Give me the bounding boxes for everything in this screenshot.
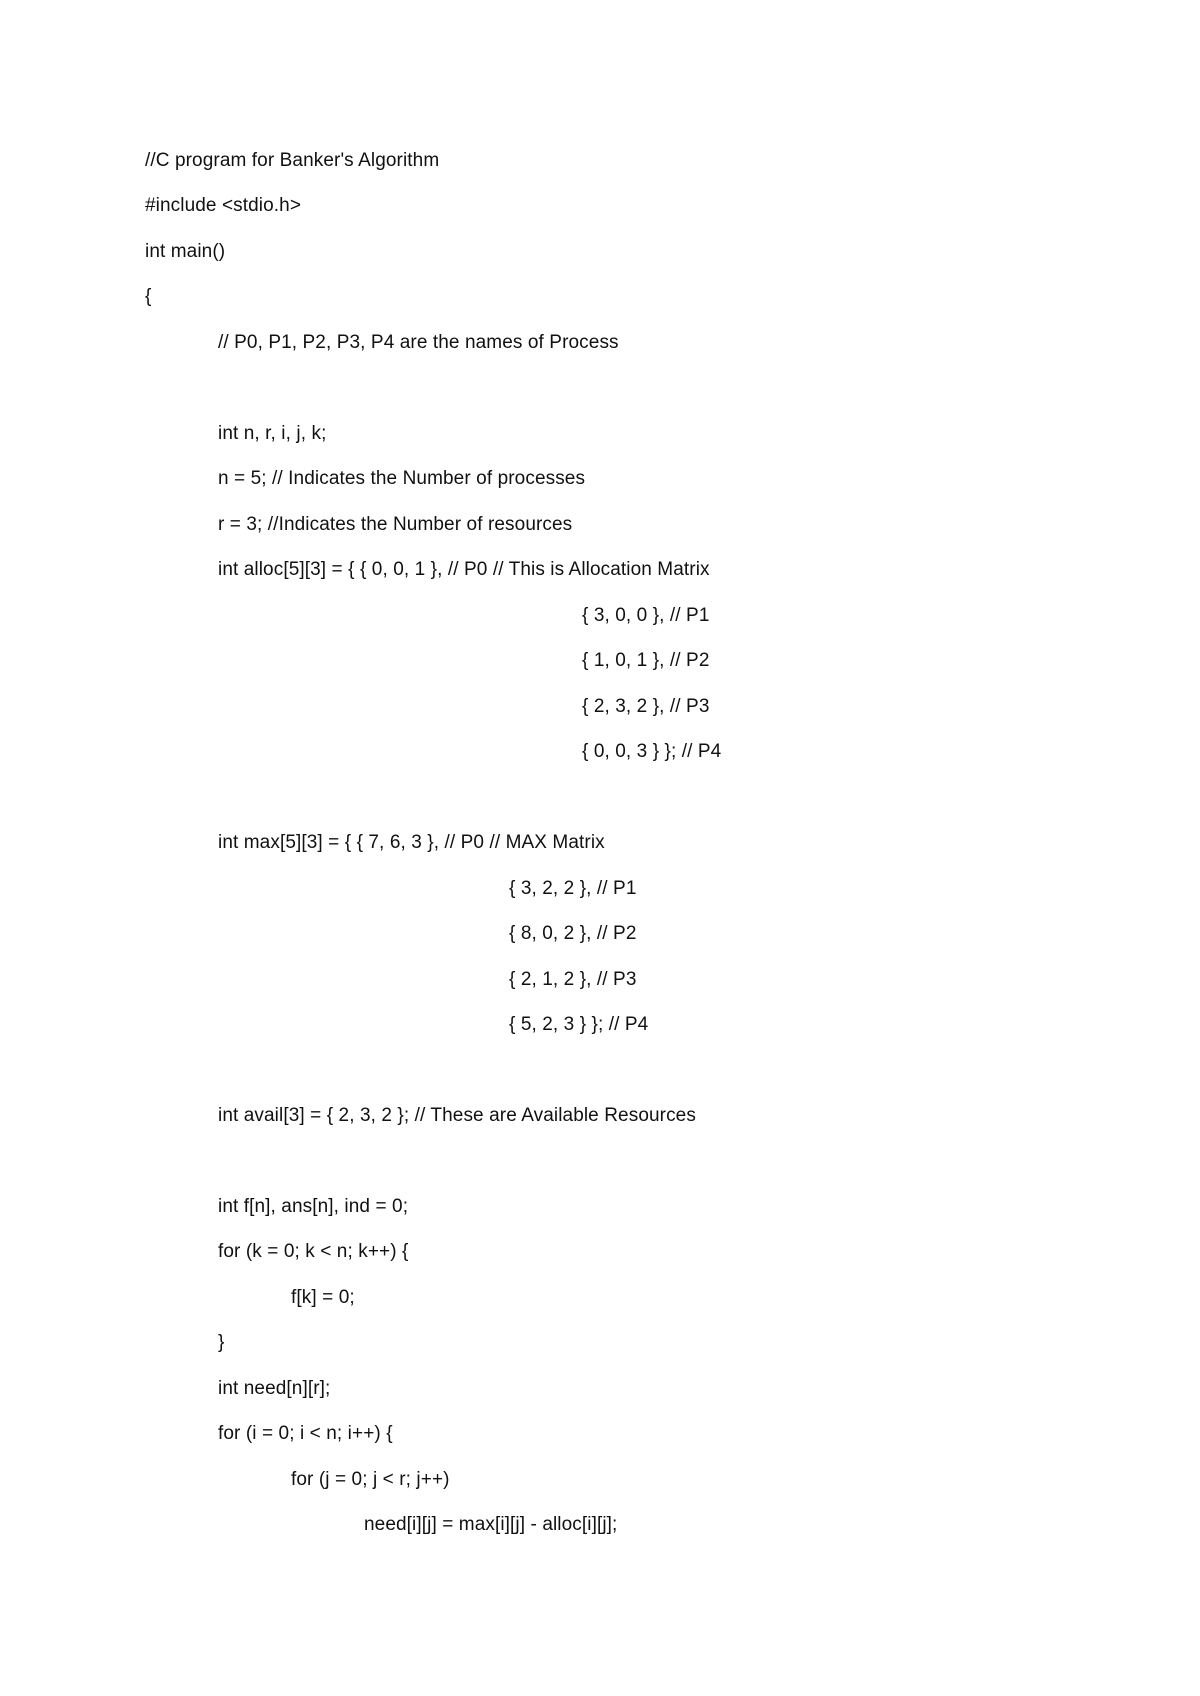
code-line-need-calc: need[i][j] = max[i][j] - alloc[i][j];: [364, 1514, 618, 1535]
code-line-main: int main(): [145, 241, 226, 262]
code-line-max-p0: int max[5][3] = { { 7, 6, 3 }, // P0 // MAX Matrix: [218, 832, 605, 853]
code-line-max-p2: { 8, 0, 2 }, // P2: [509, 923, 637, 944]
code-line-alloc-p1: { 3, 0, 0 }, // P1: [582, 605, 710, 626]
code-line-max-p3: { 2, 1, 2 }, // P3: [509, 969, 637, 990]
code-line-avail: int avail[3] = { 2, 3, 2 }; // These are Available Resources: [218, 1105, 696, 1126]
code-line-max-p4: { 5, 2, 3 } }; // P4: [509, 1014, 649, 1035]
code-line-r-assign: r = 3; //Indicates the Number of resources: [218, 514, 573, 535]
code-line-for-k: for (k = 0; k < n; k++) {: [218, 1241, 409, 1262]
code-line-max-p1: { 3, 2, 2 }, // P1: [509, 878, 637, 899]
code-line-close-brace: }: [218, 1332, 225, 1353]
code-line-need-decl: int need[n][r];: [218, 1378, 331, 1399]
code-line-n-assign: n = 5; // Indicates the Number of processes: [218, 468, 586, 489]
code-line-declarations: int n, r, i, j, k;: [218, 423, 327, 444]
code-line-open-brace: {: [145, 286, 152, 307]
code-line-for-j: for (j = 0; j < r; j++): [291, 1469, 450, 1490]
code-line-alloc-p4: { 0, 0, 3 } }; // P4: [582, 741, 722, 762]
code-line-f-k-zero: f[k] = 0;: [291, 1287, 355, 1308]
code-line-for-i: for (i = 0; i < n; i++) {: [218, 1423, 393, 1444]
code-line-process-comment: // P0, P1, P2, P3, P4 are the names of Process: [218, 332, 619, 353]
code-line-alloc-p0: int alloc[5][3] = { { 0, 0, 1 }, // P0 // This is Allocation Matrix: [218, 559, 710, 580]
code-line-include: #include <stdio.h>: [145, 195, 302, 216]
code-line-alloc-p3: { 2, 3, 2 }, // P3: [582, 696, 710, 717]
code-line-comment-title: //C program for Banker's Algorithm: [145, 150, 440, 171]
code-line-f-ans-ind: int f[n], ans[n], ind = 0;: [218, 1196, 409, 1217]
code-line-alloc-p2: { 1, 0, 1 }, // P2: [582, 650, 710, 671]
